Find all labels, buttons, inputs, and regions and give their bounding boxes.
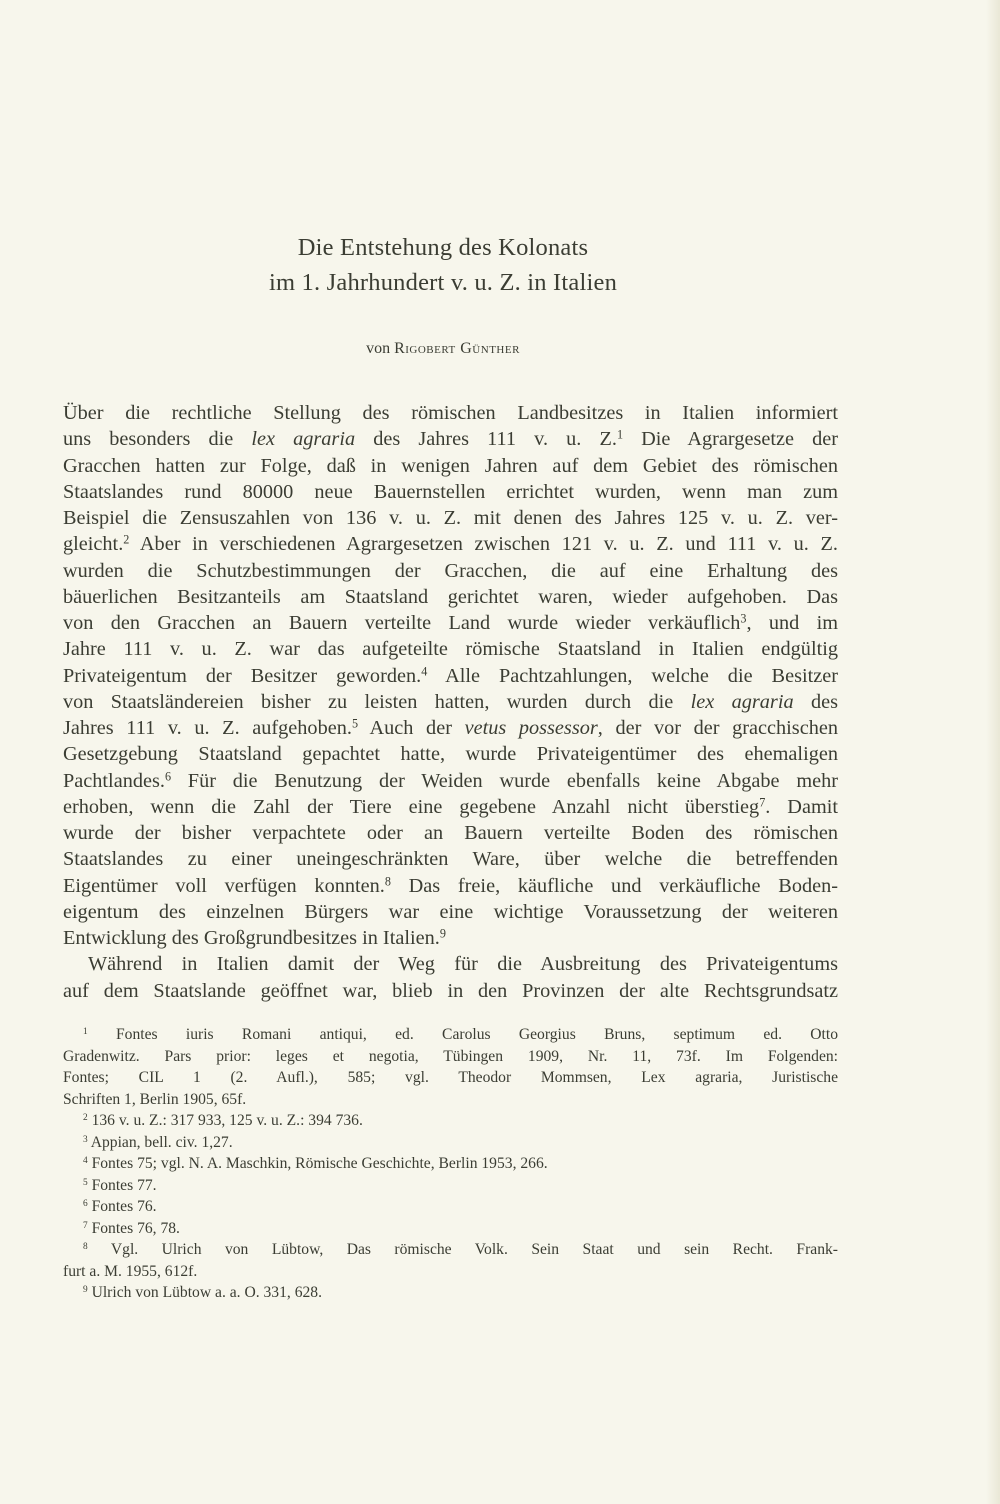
text-run: auf dem Staatslande geöffnet war, blieb in den Provinzen der alte Rechtsgrundsatz	[63, 979, 838, 1002]
text-run: Fontes 76, 78.	[87, 1219, 180, 1237]
text-run: wurde der bisher verpachtete oder an Bauern verteilte Boden des römischen	[63, 822, 838, 844]
text-run: 136 v. u. Z.: 317 933, 125 v. u. Z.: 394 736.	[87, 1112, 363, 1129]
text-run: Auch der	[358, 717, 465, 739]
text-run: des	[793, 690, 838, 713]
text-run: . Damit	[765, 795, 838, 818]
body-line	[63, 663, 838, 689]
footnote-marker: 6	[83, 1198, 88, 1209]
text-run: Während in Italien damit der Weg für die Ausbreitung des Privateigentums	[88, 953, 838, 976]
body-line	[63, 741, 838, 767]
text-run: Appian, bell. civ. 1,27.	[87, 1133, 233, 1151]
body-line	[63, 689, 838, 715]
page-edge	[986, 0, 1000, 1504]
text-run: uns besonders die	[63, 428, 252, 451]
text-run: , und im	[746, 612, 838, 634]
footnote-marker: 8	[83, 1241, 88, 1252]
text-run: Über die rechtliche Stellung des römischen Landbesitzes in Italien informiert	[63, 402, 838, 424]
text-run: Fontes 77.	[87, 1176, 157, 1194]
text-run: Gradenwitz. Pars prior: leges et negotia, Tübingen 1909, Nr. 11, 73f. Im Folgenden:	[63, 1047, 838, 1065]
text-run: Eigentümer voll verfügen konnten.	[63, 874, 385, 897]
footnote-line	[63, 1196, 838, 1218]
footnote-line	[63, 1239, 838, 1261]
text-run: eigentum des einzelnen Bürgers war eine wichtige Voraussetzung der weiteren	[63, 900, 838, 923]
text-run: Fontes iuris Romani antiqui, ed. Carolus Georgius Bruns, septimum ed. Otto	[87, 1026, 838, 1043]
footnote-line	[63, 1110, 838, 1132]
footnote-line	[63, 1218, 838, 1240]
footnote-marker: 4	[83, 1155, 88, 1166]
body-line	[63, 558, 838, 584]
body-line	[63, 846, 838, 872]
text-run: bäuerlichen Besitzanteils am Staatsland gerichtet waren, wieder aufgehoben. Das	[63, 585, 838, 608]
footnote-marker: 1	[83, 1026, 88, 1037]
body-line	[63, 978, 838, 1004]
text-run: Staatslandes zu einer uneingeschränkten Ware, über welche die betreffenden	[63, 848, 838, 871]
italic-term: lex agraria	[690, 690, 794, 713]
body-line	[63, 479, 838, 505]
body-line	[63, 636, 838, 662]
article-title-line-2: im 1. Jahrhundert v. u. Z. in Italien	[268, 269, 618, 296]
footnote-line	[63, 1175, 838, 1197]
footnote-line	[63, 1046, 838, 1068]
text-run: Alle Pachtzahlungen, welche die Besitzer	[427, 664, 838, 687]
text-run: Das freie, käufliche und verkäufliche Boden-	[390, 874, 838, 897]
body-line	[63, 610, 838, 636]
author-name: Rigobert Günther	[394, 340, 520, 357]
footnote-marker: 5	[83, 1177, 88, 1188]
text-run: wurden die Schutzbestimmungen der Gracchen, die auf eine Erhaltung des	[63, 559, 838, 582]
footnote-line	[63, 1132, 838, 1154]
text-run: , der vor der gracchischen	[597, 717, 838, 739]
footnote-marker: 6	[164, 768, 172, 783]
text-run: Schriften 1, Berlin 1905, 65f.	[63, 1090, 247, 1108]
footnote-marker: 4	[421, 663, 428, 678]
body-line	[63, 531, 838, 557]
text-run: Fontes 76.	[87, 1198, 157, 1215]
article-title-line-1: Die Entstehung des Kolonats	[297, 234, 589, 261]
italic-term: lex agraria	[251, 428, 356, 451]
text-run: von den Gracchen an Bauern verteilte Land wurde wieder verkäuflich	[63, 612, 741, 634]
text-run: des Jahres 111 v. u. Z.	[355, 428, 617, 451]
text-run: Für die Benutzung der Weiden wurde ebenfalls keine Abgabe mehr	[171, 769, 838, 792]
footnote-marker: 8	[384, 873, 391, 888]
body-line	[63, 453, 838, 479]
text-run: Fontes; CIL 1 (2. Aufl.), 585; vgl. Theodor Mommsen, Lex agraria, Juristische	[63, 1069, 838, 1086]
footnote-marker: 2	[123, 532, 130, 547]
text-run: Die Agrargesetze der	[623, 428, 838, 451]
body-line	[63, 426, 838, 452]
text-run: Gracchen hatten zur Folge, daß in wenigen Jahren auf dem Gebiet des römischen	[63, 454, 838, 477]
text-run: Pachtlandes.	[63, 769, 165, 792]
body-text	[63, 400, 838, 1004]
footnote-line	[63, 1067, 838, 1089]
text-run: Jahres 111 v. u. Z. aufgehoben.	[63, 717, 352, 739]
text-run: Ulrich von Lübtow a. a. O. 331, 628.	[87, 1284, 322, 1301]
footnote-marker: 7	[83, 1220, 88, 1231]
body-line	[63, 873, 838, 899]
body-line	[63, 951, 838, 977]
footnote-marker: 9	[83, 1284, 88, 1295]
footnote-marker: 3	[83, 1134, 88, 1145]
footnote-line	[63, 1024, 838, 1046]
text-run: Gesetzgebung Staatsland gepachtet hatte, wurde Privateigentümer des ehemaligen	[63, 743, 838, 766]
body-line	[63, 820, 838, 846]
footnote-line	[63, 1261, 838, 1283]
text-run: gleicht.	[63, 533, 124, 556]
body-line	[63, 715, 838, 741]
body-line	[63, 768, 838, 794]
text-run: furt a. M. 1955, 612f.	[63, 1262, 198, 1280]
body-line	[63, 925, 838, 951]
author-prefix: von	[366, 340, 391, 357]
footnote-line	[63, 1282, 838, 1304]
body-line	[63, 505, 838, 531]
footnote-marker: 7	[759, 795, 766, 810]
text-run: Staatslandes rund 80000 neue Bauernstellen errichtet wurden, wenn man zum	[63, 480, 838, 503]
footnote-marker: 3	[740, 611, 747, 626]
text-run: Aber in verschiedenen Agrargesetzen zwischen 121 v. u. Z. und 111 v. u. Z.	[129, 533, 838, 556]
author-byline	[0, 340, 886, 358]
footnote-marker: 9	[439, 926, 446, 941]
footnotes	[63, 1024, 838, 1304]
text-run: von Staatsländereien bisher zu leisten hatten, wurden durch die	[63, 690, 691, 713]
footnote-marker: 5	[351, 716, 359, 731]
text-run: Privateigentum der Besitzer geworden.	[63, 664, 422, 687]
text-run: Beispiel die Zensuszahlen von 136 v. u. Z. mit denen des Jahres 125 v. u. Z. ver-	[63, 507, 838, 529]
body-line	[63, 400, 838, 426]
text-run: Jahre 111 v. u. Z. war das aufgeteilte römische Staatsland in Italien endgültig	[63, 638, 838, 661]
footnote-line	[63, 1089, 838, 1111]
footnote-line	[63, 1153, 838, 1175]
italic-term: vetus possessor	[464, 717, 598, 739]
footnote-marker: 2	[83, 1112, 88, 1123]
text-run: erhoben, wenn die Zahl der Tiere eine gegebene Anzahl nicht überstieg	[63, 795, 760, 818]
text-run: Fontes 75; vgl. N. A. Maschkin, Römische Geschichte, Berlin 1953, 266.	[87, 1155, 548, 1172]
text-run: Entwicklung des Großgrundbesitzes in Italien.	[63, 927, 440, 949]
footnote-marker: 1	[616, 427, 624, 442]
body-line	[63, 794, 838, 820]
body-line	[63, 899, 838, 925]
body-line	[63, 584, 838, 610]
text-run: Vgl. Ulrich von Lübtow, Das römische Volk. Sein Staat und sein Recht. Frank-	[87, 1241, 838, 1258]
